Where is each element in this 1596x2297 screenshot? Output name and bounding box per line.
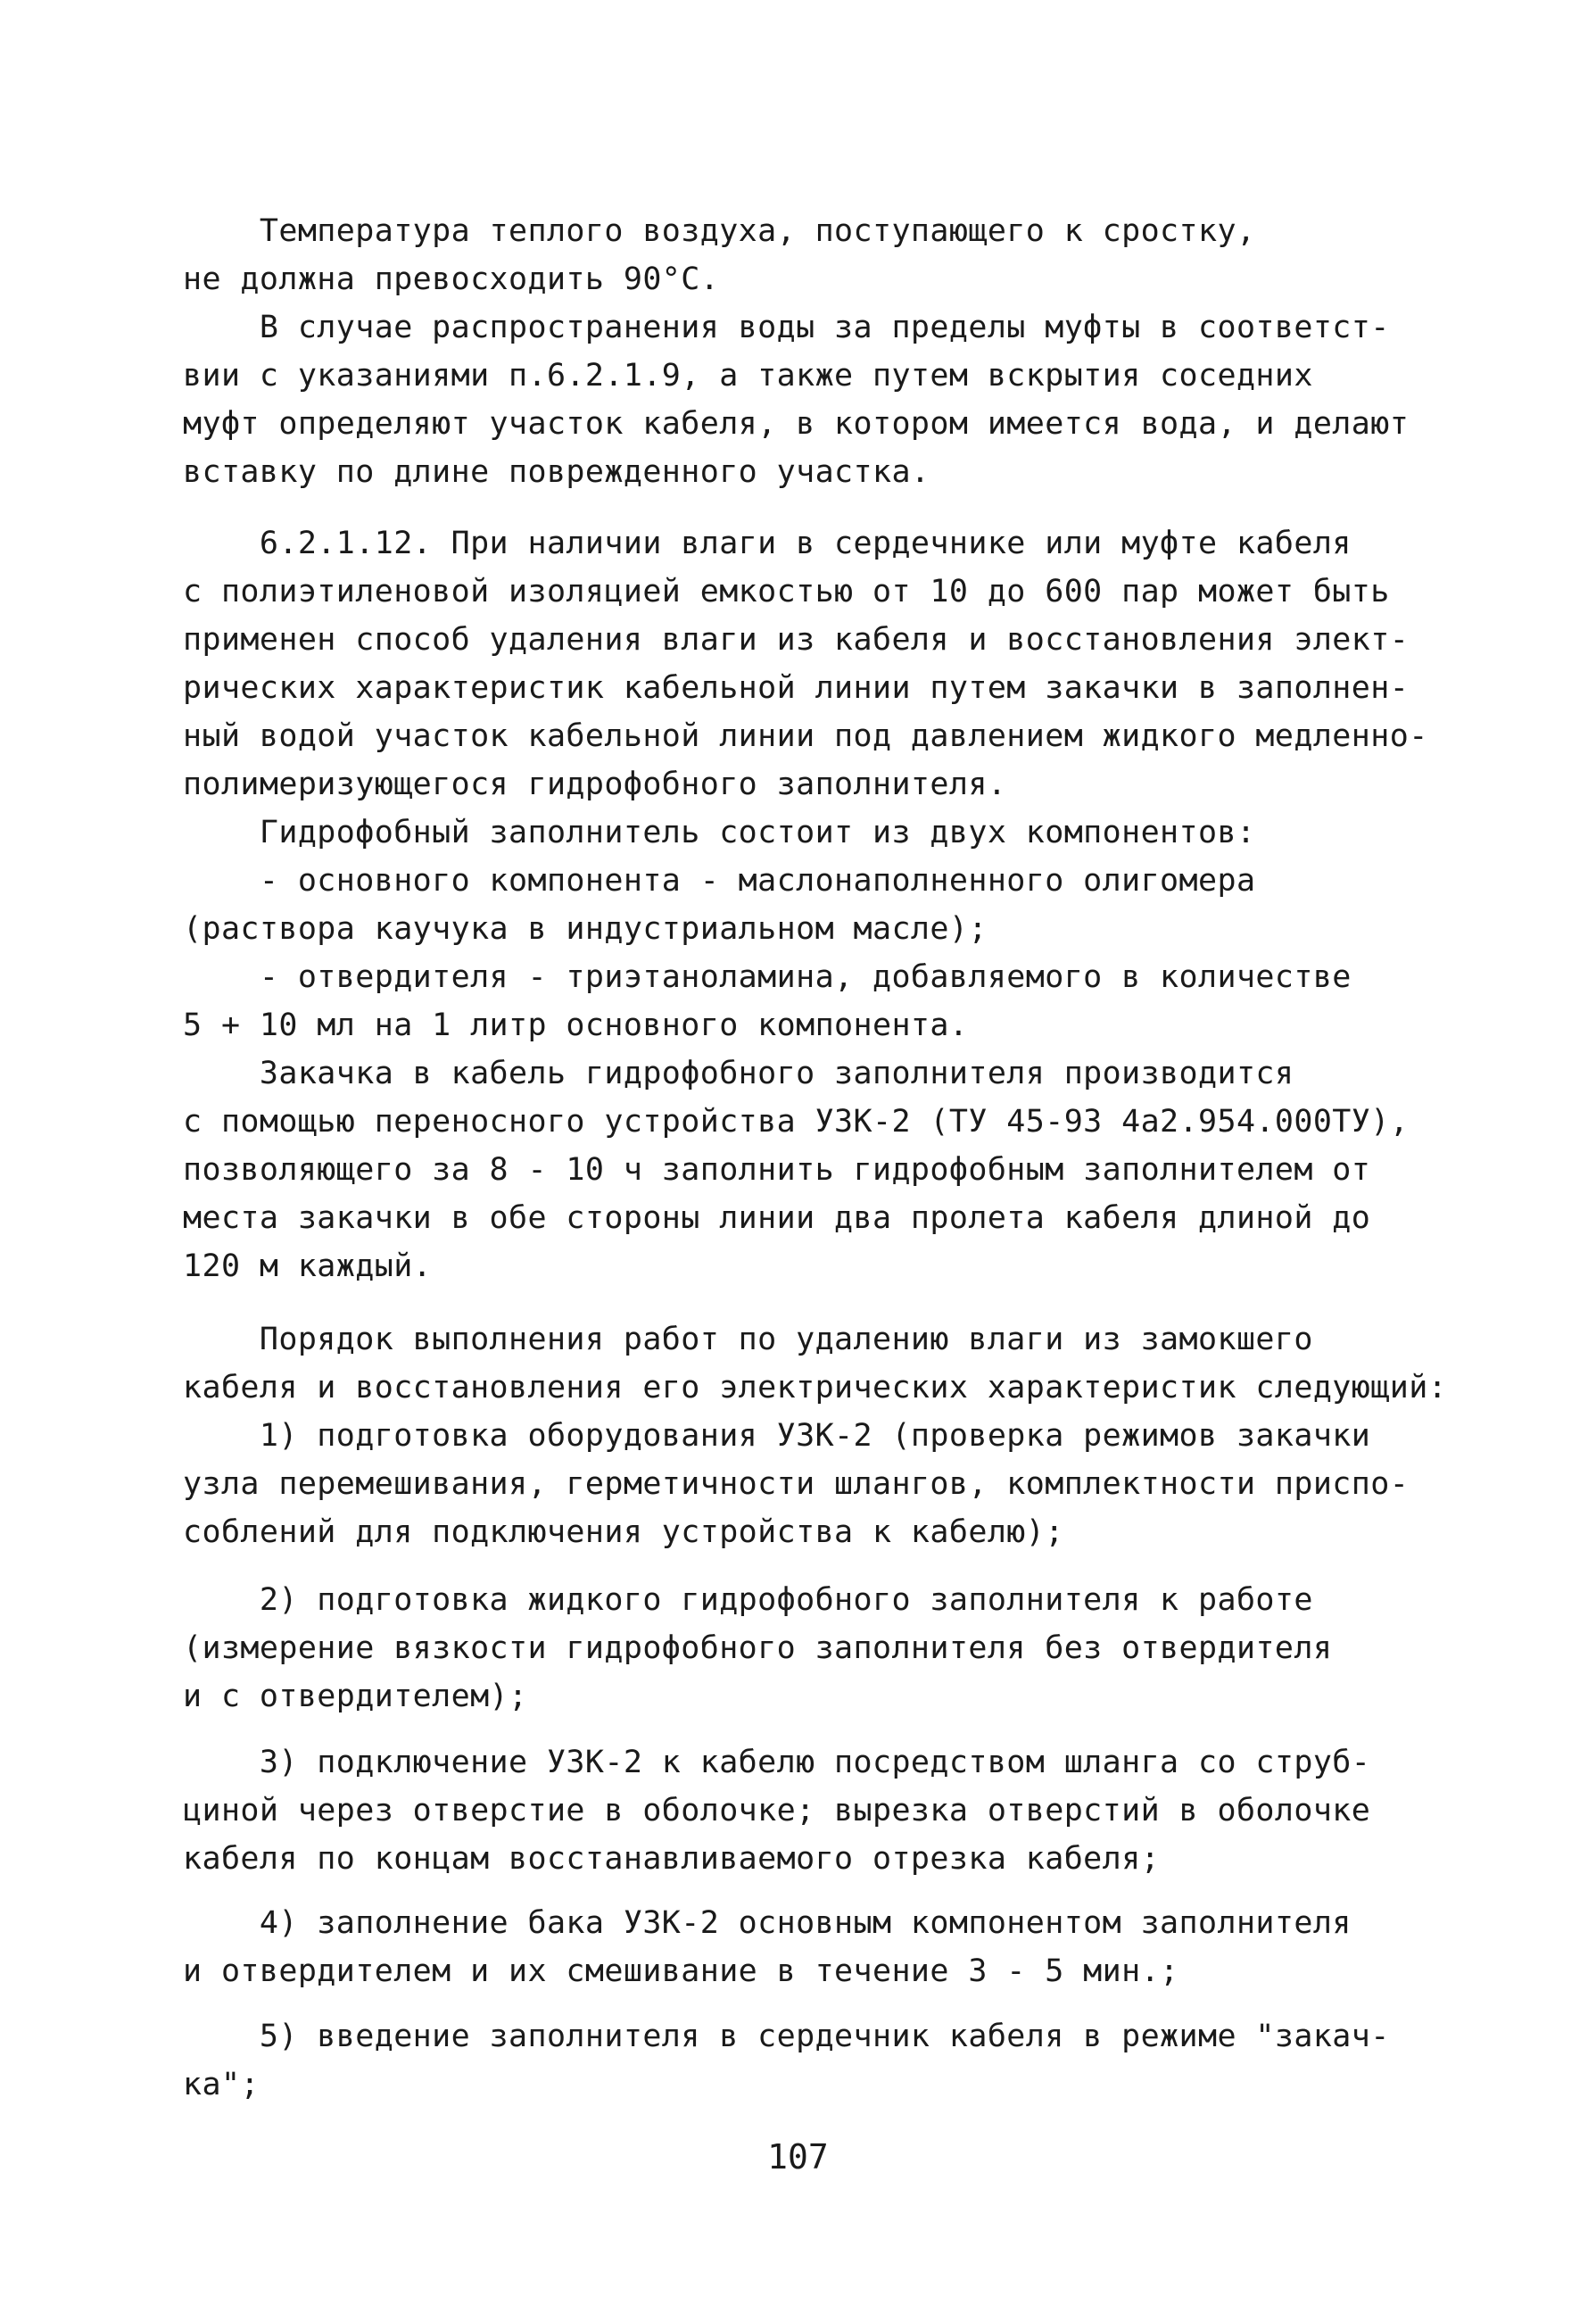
text-line: 1) подготовка оборудования УЗК-2 (проверка режимов закачки [183,1418,1371,1454]
text-line: циной через отверстие в оболочке; вырезка отверстий в оболочке [183,1793,1371,1828]
text-line: вии с указаниями п.6.2.1.9, а также путем вскрытия соседних [183,358,1313,394]
text-line: ный водой участок кабельной линии под давлением жидкого медленно- [183,718,1428,754]
text-line: ка"; [183,2067,260,2102]
text-line: Температура теплого воздуха, поступающего к сростку, [183,213,1256,249]
text-line: узла перемешивания, герметичности шлангов, комплектности приспо- [183,1466,1410,1502]
text-line: 2) подготовка жидкого гидрофобного заполнителя к работе [183,1582,1313,1618]
text-line: Гидрофобный заполнитель состоит из двух компонентов: [183,815,1256,850]
text-line: Закачка в кабель гидрофобного заполнителя производится [183,1056,1294,1091]
text-line: - основного компонента - маслонаполненного олигомера [183,863,1256,899]
paragraph-water-spread [183,303,1423,496]
text-line: муфт определяют участок кабеля, в котором имеется вода, и делают [183,406,1410,442]
text-line: кабеля и восстановления его электрических характеристик следующий: [183,1370,1448,1406]
text-line: соблений для подключения устройства к кабелю); [183,1514,1064,1550]
text-line: вставку по длине поврежденного участка. [183,454,930,490]
text-line: позволяющего за 8 - 10 ч заполнить гидрофобным заполнителем от [183,1152,1371,1188]
text-line: с помощью переносного устройства УЗК-2 (ТУ 45-93 4а2.954.000ТУ), [183,1104,1410,1140]
text-line: 120 м каждый. [183,1248,433,1284]
text-line: 3) подключение УЗК-2 к кабелю посредством шланга со струб- [183,1745,1371,1780]
list-item-2 [183,1576,1423,1721]
list-item-4 [183,1899,1423,1995]
list-item-5 [183,2012,1423,2109]
text-line: кабеля по концам восстанавливаемого отрезка кабеля; [183,1841,1161,1877]
text-line: 6.2.1.12. При наличии влаги в сердечнике или муфте кабеля [183,526,1352,561]
list-item-3 [183,1738,1423,1883]
text-line: Порядок выполнения работ по удалению влаги из замокшего [183,1322,1313,1357]
page-number: 107 [767,2137,829,2177]
text-line: полимеризующегося гидрофобного заполнителя. [183,767,1007,802]
text-line: применен способ удаления влаги из кабеля и восстановления элект- [183,622,1410,658]
text-line: 4) заполнение бака УЗК-2 основным компонентом заполнителя [183,1905,1352,1941]
text-line: В случае распространения воды за пределы муфты в соответст- [183,310,1390,345]
text-line: и с отвердителем); [183,1679,528,1714]
text-line: 5 + 10 мл на 1 литр основного компонента. [183,1008,969,1043]
paragraph-heated-air [183,207,1423,303]
paragraph-work-order [183,1315,1448,1556]
text-line: - отвердителя - триэтаноламина, добавляемого в количестве [183,959,1352,995]
text-line: не должна превосходить 90°С. [183,261,720,297]
text-line: (раствора каучука в индустриальном масле); [183,911,988,947]
text-line: 5) введение заполнителя в сердечник кабеля в режиме "закач- [183,2019,1390,2054]
text-line: и отвердителем и их смешивание в течение 3 - 5 мин.; [183,1953,1179,1989]
text-line: с полиэтиленовой изоляцией емкостью от 10 до 600 пар может быть [183,574,1390,609]
text-line: рических характеристик кабельной линии путем закачки в заполнен- [183,670,1410,706]
text-line: места закачки в обе стороны линии два пролета кабеля длиной до [183,1200,1371,1236]
section-6-2-1-12 [183,519,1428,1290]
text-line: (измерение вязкости гидрофобного заполнителя без отвердителя [183,1630,1333,1666]
